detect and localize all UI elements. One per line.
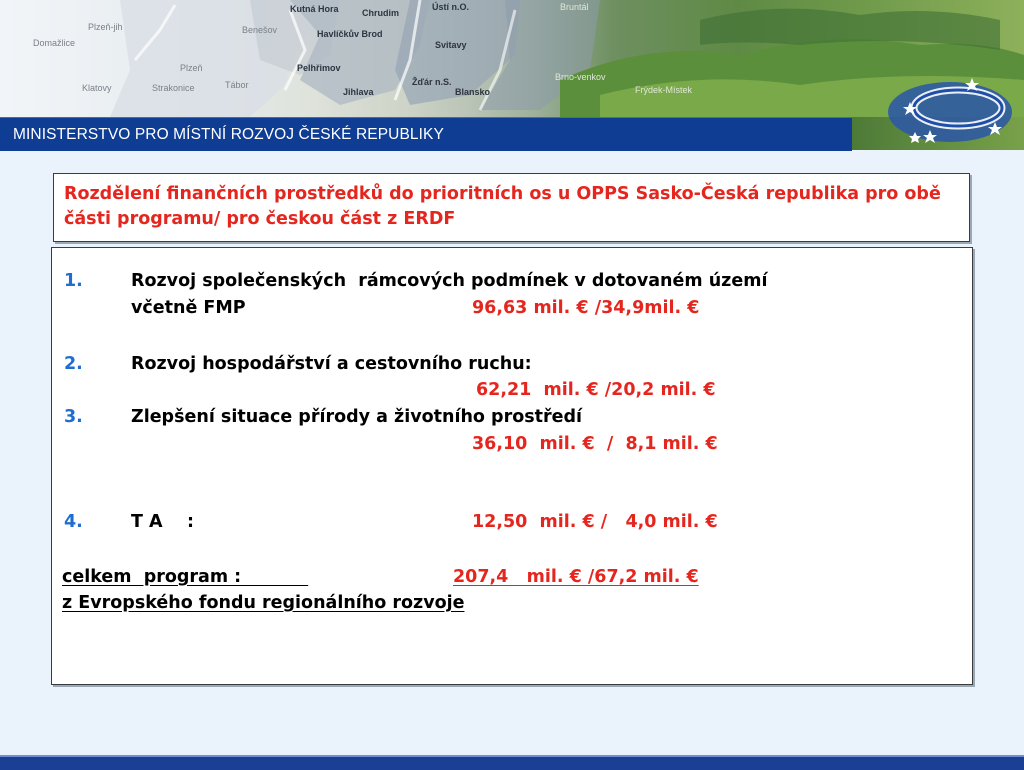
total-label: celkem program : bbox=[62, 567, 309, 587]
map-town-label: Plzeň-jih bbox=[88, 22, 123, 32]
ministry-title: MINISTERSTVO PRO MÍSTNÍ ROZVOJ ČESKÉ REPUBLIKY bbox=[13, 126, 444, 143]
list-item-title: T A : bbox=[131, 512, 194, 532]
eu-stars-logo-icon bbox=[880, 60, 1020, 150]
map-town-label: Kutná Hora bbox=[290, 4, 339, 14]
map-town-label: Pelhřimov bbox=[297, 63, 341, 73]
list-item-title: Rozvoj společenských rámcových podmínek v dotovaném území bbox=[131, 271, 768, 291]
map-town-label: Domažlice bbox=[33, 38, 76, 48]
map-town-label: Tábor bbox=[225, 80, 249, 90]
slide-heading: Rozdělení finančních prostředků do prioritních os u OPPS Sasko-Česká republika pro obě části programu/ pro českou část z ERDF bbox=[64, 184, 941, 229]
list-item-amount: 36,10 mil. € / 8,1 mil. € bbox=[472, 434, 718, 454]
map-town-label: Blansko bbox=[455, 87, 491, 97]
ministry-title-bar bbox=[0, 117, 852, 151]
list-item-title: Zlepšení situace přírody a životního prostředí bbox=[131, 407, 583, 427]
map-town-label: Havlíčkův Brod bbox=[317, 29, 383, 39]
map-town-label: Frýdek-Místek bbox=[635, 85, 693, 95]
list-item-title-cont: včetně FMP bbox=[131, 298, 246, 318]
map-town-label: Ústí n.O. bbox=[432, 2, 470, 12]
slide-heading-box bbox=[53, 173, 970, 242]
list-item-number: 3. bbox=[64, 407, 83, 427]
content-box bbox=[51, 247, 973, 685]
map-town-label: Brno-venkov bbox=[555, 72, 606, 82]
header-banner bbox=[0, 0, 1024, 117]
list-item-number: 2. bbox=[64, 354, 83, 374]
list-item-amount: 62,21 mil. € /20,2 mil. € bbox=[476, 380, 716, 400]
region-map-graphic bbox=[0, 0, 1024, 117]
total-amount: 207,4 mil. € /67,2 mil. € bbox=[453, 567, 699, 587]
map-town-label: Klatovy bbox=[82, 83, 112, 93]
list-item-number: 4. bbox=[64, 512, 83, 532]
map-town-label: Strakonice bbox=[152, 83, 195, 93]
map-town-label: Bruntál bbox=[560, 2, 589, 12]
map-town-label: Jihlava bbox=[343, 87, 374, 97]
map-town-label: Chrudim bbox=[362, 8, 399, 18]
list-item-number: 1. bbox=[64, 271, 83, 291]
fund-label: z Evropského fondu regionálního rozvoje bbox=[62, 593, 465, 613]
list-item-amount: 12,50 mil. € / 4,0 mil. € bbox=[472, 512, 718, 532]
map-town-label: Žďár n.S. bbox=[412, 77, 452, 87]
map-town-label: Svitavy bbox=[435, 40, 467, 50]
list-item-amount: 96,63 mil. € /34,9mil. € bbox=[472, 298, 700, 318]
map-town-label: Benešov bbox=[242, 25, 278, 35]
map-town-label: Plzeň bbox=[180, 63, 203, 73]
list-item-title: Rozvoj hospodářství a cestovního ruchu: bbox=[131, 354, 532, 374]
